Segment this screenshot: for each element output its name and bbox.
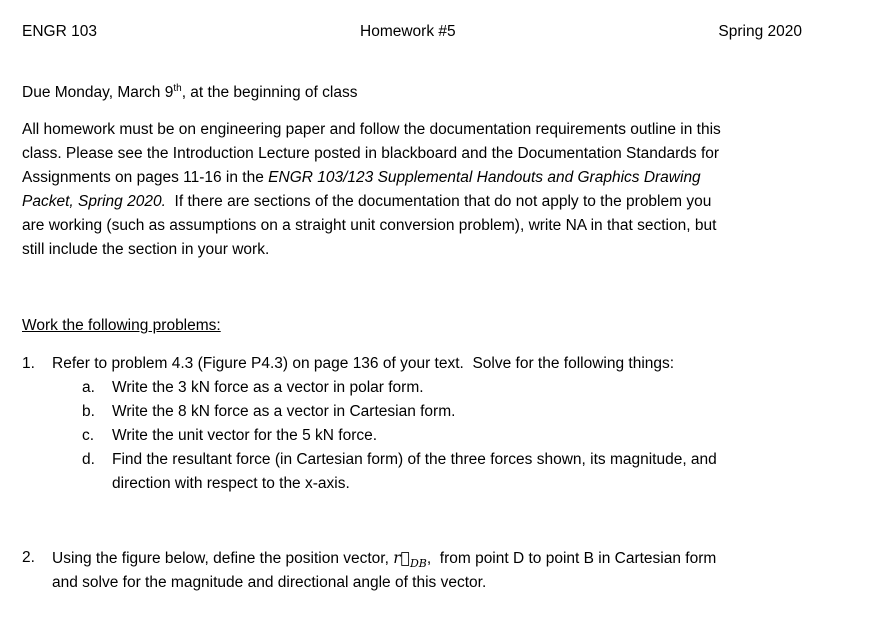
intro-text: Assignments on pages 11-16 in the <box>22 169 269 186</box>
problem-number: 2. <box>22 549 35 566</box>
page-header <box>22 20 802 44</box>
intro-line: class. Please see the Introduction Lecture posted in blackboard and the Documentation Standards for <box>22 145 720 162</box>
subitem-text <box>112 448 717 496</box>
subitem-list <box>22 376 822 496</box>
list-item <box>22 400 822 424</box>
list-item <box>22 424 822 448</box>
problem-number: 1. <box>22 355 35 372</box>
intro-line <box>22 166 812 190</box>
intro-line: All homework must be on engineering paper and follow the documentation requirements outline in this <box>22 121 721 138</box>
problem-text <box>52 546 716 595</box>
problem-text-part: , from point D to point B in Cartesian form <box>426 550 717 567</box>
intro-line: are working (such as assumptions on a straight unit conversion problem), write NA in that section, but <box>22 217 717 234</box>
problem-line: and solve for the magnitude and directional angle of this vector. <box>52 574 487 591</box>
subitem-line: direction with respect to the x-axis. <box>112 475 350 492</box>
intro-italic: Packet, Spring 2020. <box>22 193 166 210</box>
subitem-letter: c. <box>82 427 95 444</box>
subitem-letter: d. <box>82 451 95 468</box>
intro-line <box>22 190 812 214</box>
problem-text-part: Using the figure below, define the position vector, <box>52 550 394 567</box>
assignment-title: Homework #5 <box>360 23 456 40</box>
term: Spring 2020 <box>718 23 802 40</box>
problem-line <box>52 546 716 571</box>
vector-subscript: DB <box>409 557 427 571</box>
intro-italic: ENGR 103/123 Supplemental Handouts and Graphics Drawing <box>268 169 701 186</box>
intro-text: If there are sections of the documentation that do not apply to the problem you <box>165 193 712 210</box>
due-superscript: th <box>173 82 182 94</box>
due-date-line <box>22 81 357 105</box>
intro-paragraph <box>22 118 812 262</box>
due-prefix: Due Monday, March 9 <box>22 84 174 101</box>
subitem-text: Write the 3 kN force as a vector in polar form. <box>112 379 424 396</box>
list-item <box>22 448 822 496</box>
list-item <box>22 376 822 400</box>
subitem-letter: b. <box>82 403 95 420</box>
position-vector-symbol <box>393 549 427 571</box>
vector-letter: r⃗ <box>393 549 410 567</box>
subitem-text: Write the 8 kN force as a vector in Cartesian form. <box>112 403 456 420</box>
course-code: ENGR 103 <box>22 23 97 40</box>
due-suffix: , at the beginning of class <box>181 84 358 101</box>
intro-line: still include the section in your work. <box>22 241 270 258</box>
problem-text: Refer to problem 4.3 (Figure P4.3) on page 136 of your text. Solve for the following things: <box>52 355 675 372</box>
subitem-line: Find the resultant force (in Cartesian form) of the three forces shown, its magnitude, and <box>112 451 717 468</box>
subitem-letter: a. <box>82 379 95 396</box>
subitem-text: Write the unit vector for the 5 kN force. <box>112 427 378 444</box>
section-title: Work the following problems: <box>22 317 221 334</box>
